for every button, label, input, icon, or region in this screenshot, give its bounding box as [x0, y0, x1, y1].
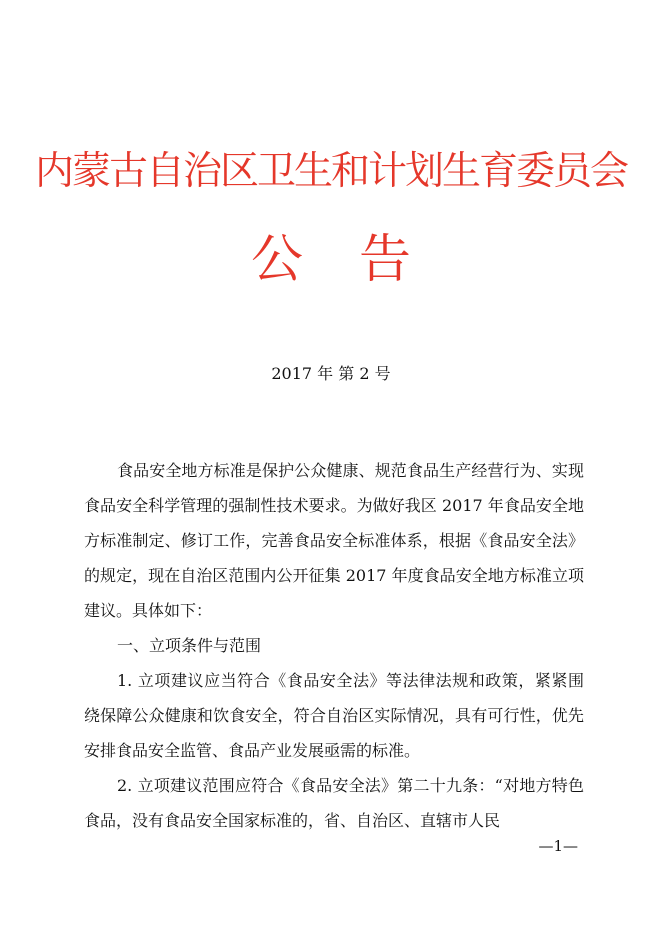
document-number: 2017 年 第 2 号	[271, 364, 391, 383]
list-item-1: 1. 立项建议应当符合《食品安全法》等法律法规和政策，紧紧围绕保障公众健康和饮食安全，符合自治区实际情况，具有可行性，优先安排食品安全监管、食品产业发展亟需的标准。	[84, 671, 584, 760]
issuing-organization-title: 内蒙古自治区卫生和计划生育委员会	[34, 149, 627, 194]
document-type-title: 公告	[250, 230, 467, 290]
document-body	[84, 453, 584, 838]
intro-paragraph: 食品安全地方标准是保护公众健康、规范食品生产经营行为、实现食品安全科学管理的强制性技术要求。为做好我区 2017 年食品安全地方标准制定、修订工作，完善食品安全标准体系，根据《食品安全法》的规定，现在自治区范围内公开征集 2017 年度食品安全地方标准立项建议。具体如下：	[84, 461, 584, 620]
list-item-2: 2. 立项建议范围应符合《食品安全法》第二十九条：“对地方特色食品，没有食品安全国家标准的，省、自治区、直辖市人民	[84, 776, 584, 830]
section-heading-1: 一、立项条件与范围	[117, 636, 262, 655]
page-number: —1—	[538, 837, 578, 855]
